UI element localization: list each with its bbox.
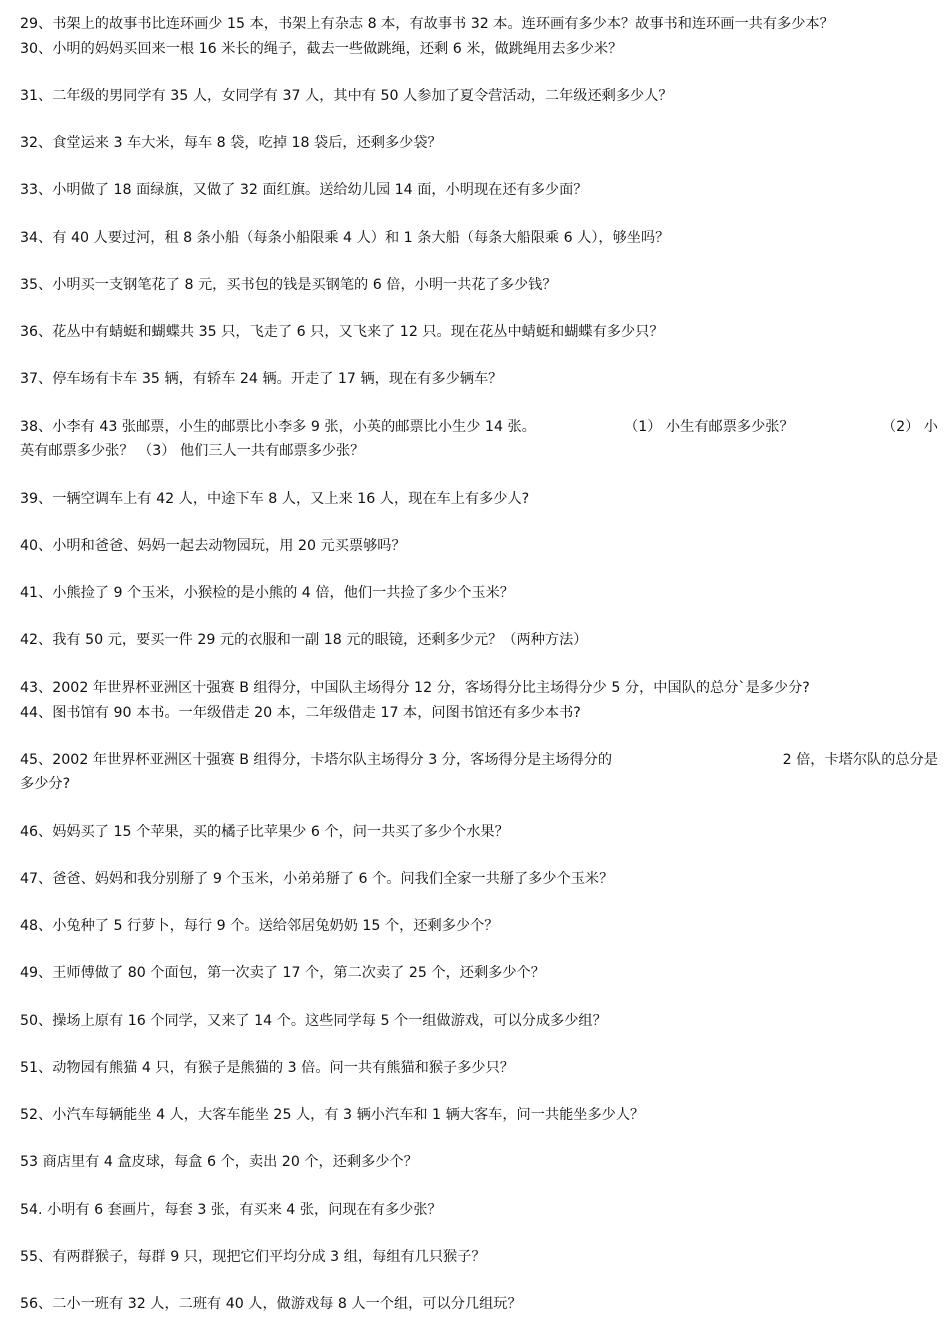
problem-43 — [20, 676, 938, 700]
problem-46 — [20, 820, 938, 844]
problem-text: 38、小李有 43 张邮票，小生的邮票比小李多 9 张，小英的邮票比小生少 14 张。 — [20, 419, 536, 435]
problem-33 — [20, 178, 938, 202]
problem-45 — [20, 748, 938, 796]
problem-text: 44、图书馆有 90 本书。一年级借走 20 本，二年级借走 17 本，问图书馆还有多少本书? — [20, 705, 581, 721]
problem-34 — [20, 226, 938, 250]
problem-36 — [20, 320, 938, 344]
problem-text: 29、书架上的故事书比连环画少 15 本，书架上有杂志 8 本，有故事书 32 本。连环画有多少本？故事书和连环画一共有多少本？ — [20, 16, 834, 32]
problem-line-2: 多少分? — [20, 776, 71, 792]
problem-text: 52、小汽车每辆能坐 4 人，大客车能坐 25 人，有 3 辆小汽车和 1 辆大客车，问一共能坐多少人？ — [20, 1107, 645, 1123]
problem-text: 37、停车场有卡车 35 辆，有轿车 24 辆。开走了 17 辆，现在有多少辆车？ — [20, 371, 503, 387]
problem-text: 39、一辆空调车上有 42 人，中途下车 8 人，又上来 16 人，现在车上有多少人? — [20, 491, 530, 507]
problem-35 — [20, 273, 938, 297]
problem-31 — [20, 84, 938, 108]
problem-40 — [20, 534, 938, 558]
problem-29 — [20, 12, 938, 36]
problem-text: 36、花丛中有蜻蜓和蝴蝶共 35 只，飞走了 6 只，又飞来了 12 只。现在花丛中蜻蜓和蝴蝶有多少只？ — [20, 324, 664, 340]
problem-50 — [20, 1009, 938, 1033]
problem-text: 31、二年级的男同学有 35 人，女同学有 37 人，其中有 50 人参加了夏令营活动，二年级还剩多少人？ — [20, 88, 673, 104]
problem-text: 30、小明的妈妈买回来一根 16 米长的绳子，截去一些做跳绳，还剩 6 米，做跳绳用去多少米？ — [20, 41, 623, 57]
problem-52 — [20, 1103, 938, 1127]
problem-text: 46、妈妈买了 15 个苹果，买的橘子比苹果少 6 个，问一共买了多少个水果？ — [20, 824, 509, 840]
problem-51 — [20, 1056, 938, 1080]
problem-text: 51、动物园有熊猫 4 只，有猴子是熊猫的 3 倍。问一共有熊猫和猴子多少只？ — [20, 1060, 514, 1076]
problem-49 — [20, 961, 938, 985]
problem-text: 34、有 40 人要过河，租 8 条小船（每条小船限乘 4 人）和 1 条大船（每条大船限乘 6 人），够坐吗？ — [20, 230, 670, 246]
problem-text: 56、二小一班有 32 人，二班有 40 人，做游戏每 8 人一个组，可以分几组玩？ — [20, 1296, 522, 1312]
problem-47 — [20, 867, 938, 891]
problem-text: 41、小熊捡了 9 个玉米，小猴检的是小熊的 4 倍，他们一共捡了多少个玉米？ — [20, 585, 514, 601]
problem-line-1 — [20, 415, 938, 439]
problem-41 — [20, 581, 938, 605]
problem-text: 40、小明和爸爸、妈妈一起去动物园玩，用 20 元买票够吗？ — [20, 538, 406, 554]
problem-text: 53 商店里有 4 盒皮球，每盒 6 个，卖出 20 个，还剩多少个？ — [20, 1154, 418, 1170]
problem-56 — [20, 1292, 938, 1316]
problem-text: 50、操场上原有 16 个同学，又来了 14 个。这些同学每 5 个一组做游戏，可以分成多少组？ — [20, 1013, 607, 1029]
problem-text: 42、我有 50 元，要买一件 29 元的衣服和一副 18 元的眼镜，还剩多少元？（两种方法） — [20, 632, 588, 648]
problem-53 — [20, 1150, 938, 1174]
problem-text: 32、食堂运来 3 车大米，每车 8 袋，吃掉 18 袋后，还剩多少袋？ — [20, 135, 442, 151]
problem-44 — [20, 701, 938, 725]
problem-48 — [20, 914, 938, 938]
problem-text: 54. 小明有 6 套画片，每套 3 张，有买来 4 张，问现在有多少张？ — [20, 1202, 442, 1218]
problem-39 — [20, 487, 938, 511]
problem-text: 55、有两群猴子，每群 9 只，现把它们平均分成 3 组，每组有几只猴子？ — [20, 1249, 486, 1265]
problem-55 — [20, 1245, 938, 1269]
problem-42 — [20, 628, 938, 652]
problem-37 — [20, 367, 938, 391]
problem-text: 45、2002 年世界杯亚洲区十强赛 B 组得分，卡塔尔队主场得分 3 分，客场得分是主场得分的 — [20, 752, 613, 768]
problem-30 — [20, 37, 938, 61]
problem-text: 47、爸爸、妈妈和我分别掰了 9 个玉米，小弟弟掰了 6 个。问我们全家一共掰了多少个玉米？ — [20, 871, 614, 887]
problem-54 — [20, 1198, 938, 1222]
problem-text: 48、小兔种了 5 行萝卜，每行 9 个。送给邻居兔奶奶 15 个，还剩多少个？ — [20, 918, 499, 934]
problem-38 — [20, 415, 938, 463]
problem-text-end: 2 倍，卡塔尔队的总分是 — [782, 752, 938, 768]
sub-question-2-start: （2） 小 — [881, 419, 938, 435]
problem-text: 49、王师傅做了 80 个面包，第一次卖了 17 个，第二次卖了 25 个，还剩多少个？ — [20, 965, 545, 981]
problem-line-2: 英有邮票多少张？ （3） 他们三人一共有邮票多少张？ — [20, 443, 365, 459]
problem-32 — [20, 131, 938, 155]
problem-text: 35、小明买一支钢笔花了 8 元，买书包的钱是买钢笔的 6 倍，小明一共花了多少钱？ — [20, 277, 557, 293]
problem-text: 33、小明做了 18 面绿旗，又做了 32 面红旗。送给幼儿园 14 面，小明现在还有多少面？ — [20, 182, 588, 198]
problem-line-1 — [20, 748, 938, 772]
problem-text: 43、2002 年世界杯亚洲区十强赛 B 组得分，中国队主场得分 12 分，客场得分比主场得分少 5 分，中国队的总分`是多少分? — [20, 680, 810, 696]
sub-question-1: （1） 小生有邮票多少张？ — [624, 419, 794, 435]
